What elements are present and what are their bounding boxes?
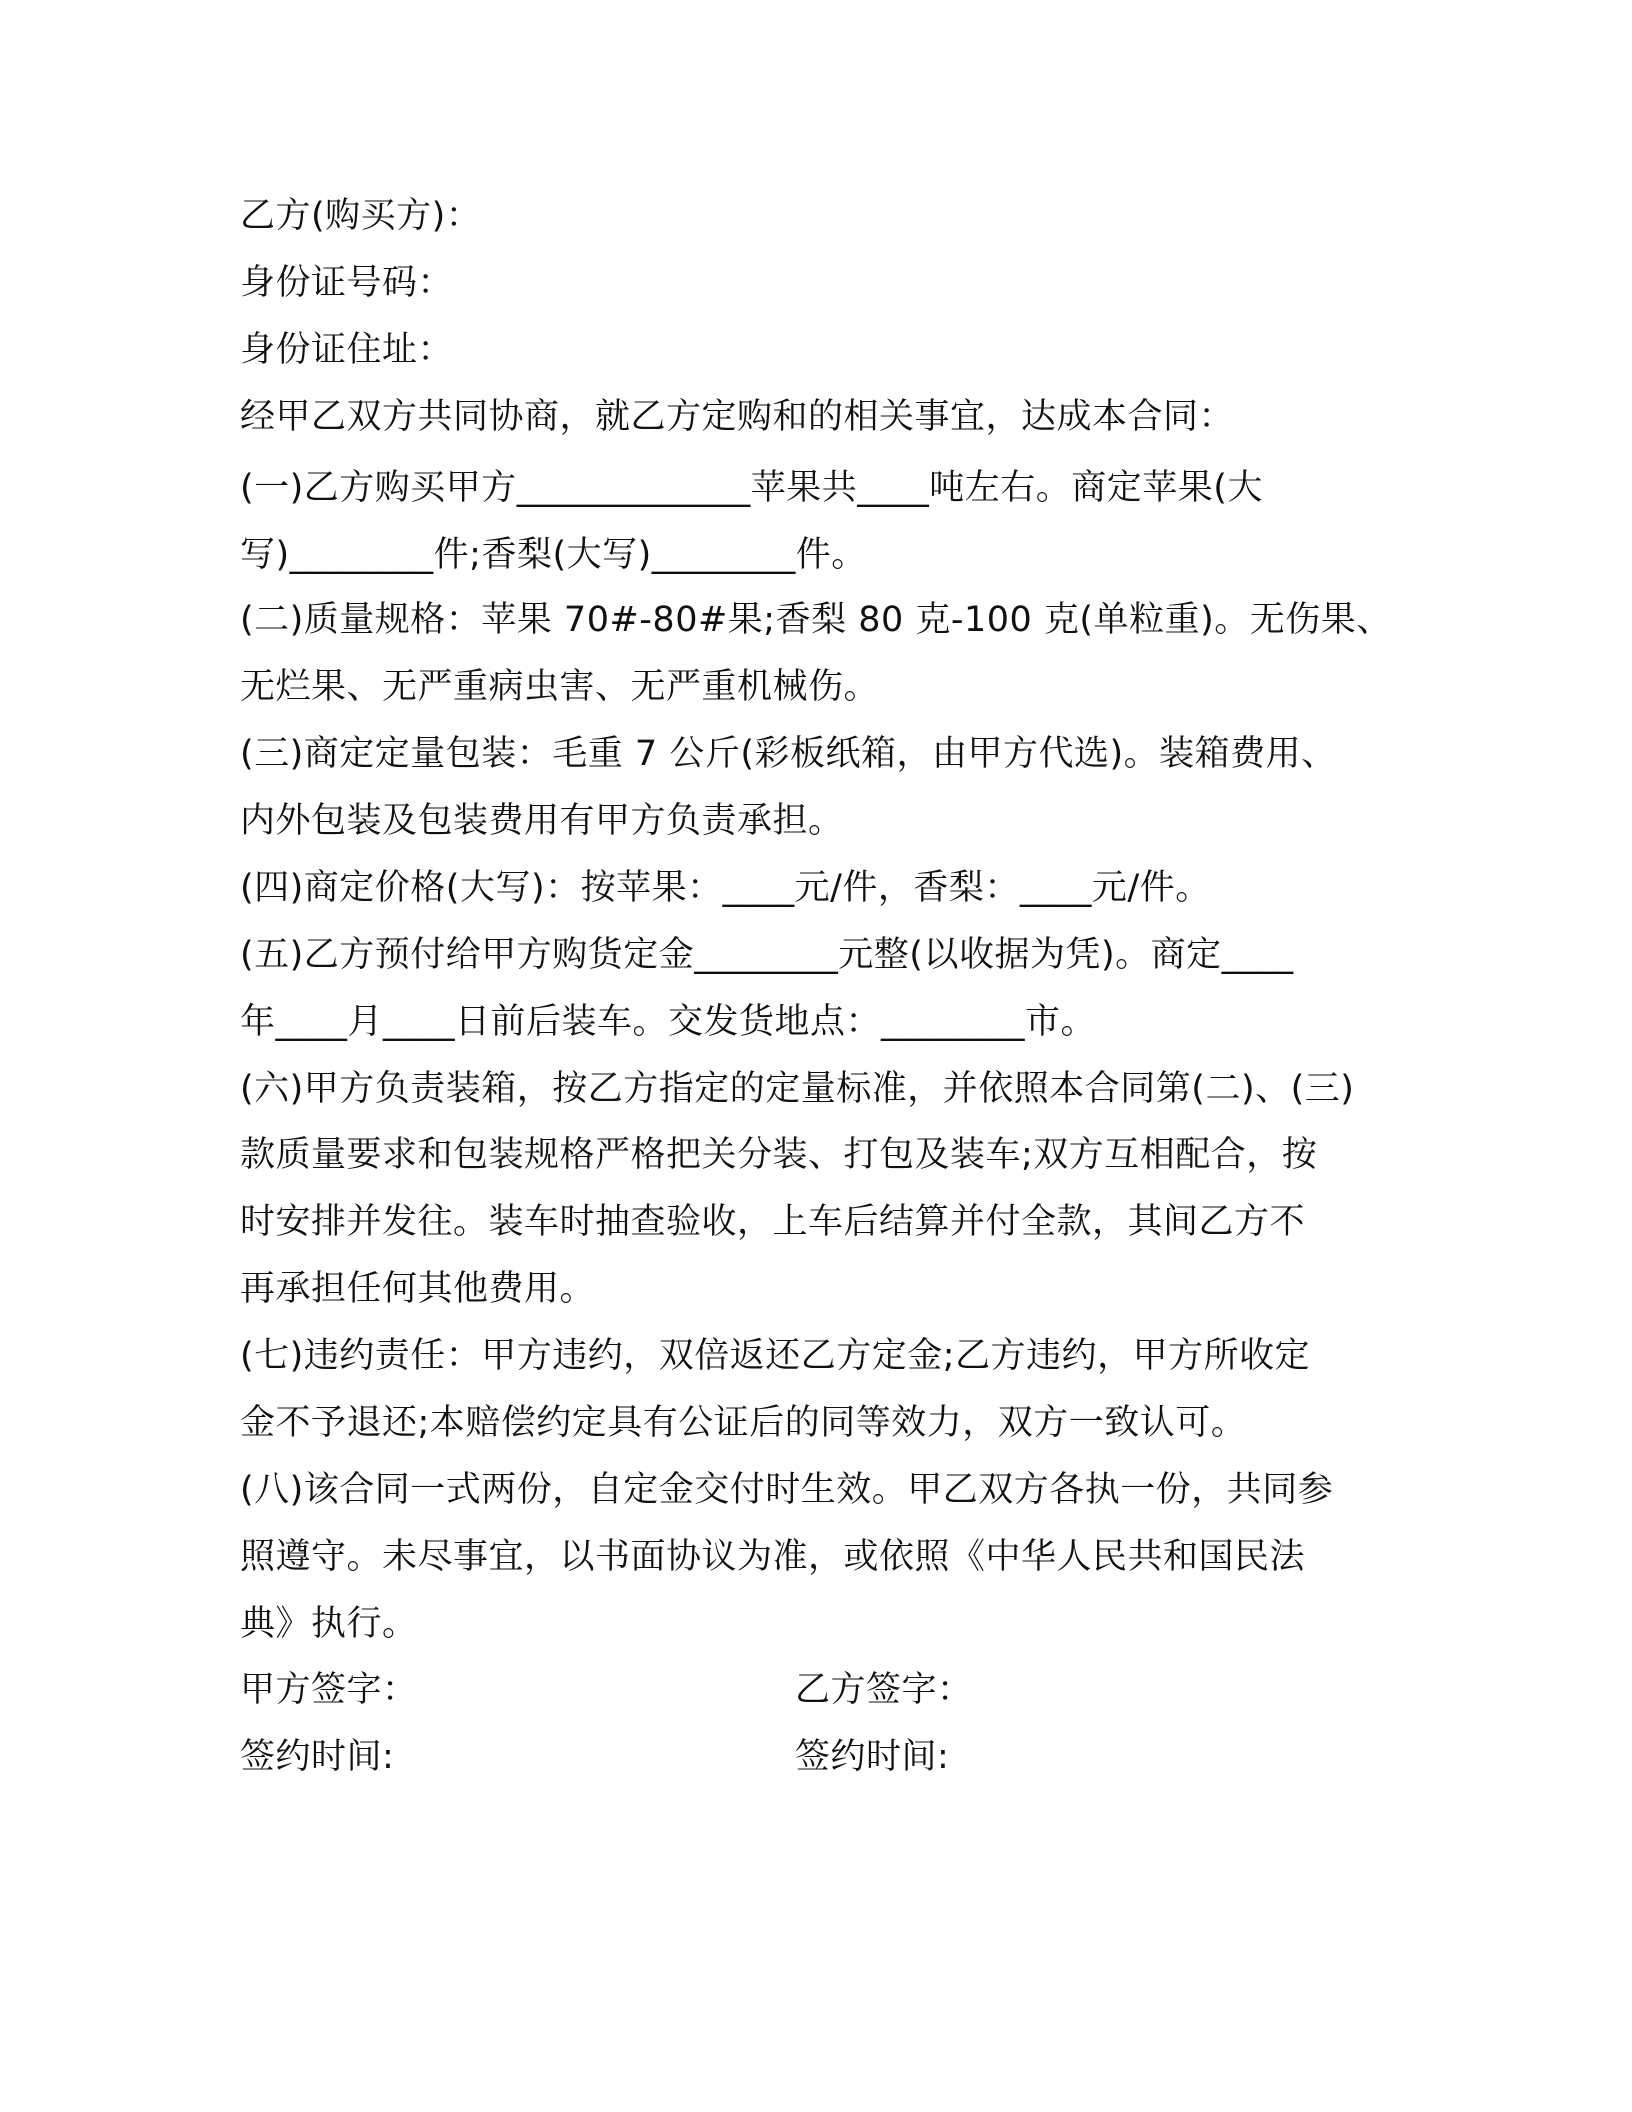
clause-2-line-1: (二)质量规格：苹果 70#-80#果;香梨 80 克-100 克(单粒重)。无伤果、 [240,600,1392,640]
clause-2-line-2: 无烂果、无严重病虫害、无严重机械伤。 [240,667,880,707]
clause-5-line-1: (五)乙方预付给甲方购货定金________元整(以收据为凭)。商定____ [240,935,1294,975]
clause-3-line-1: (三)商定定量包装：毛重 7 公斤(彩板纸箱，由甲方代选)。装箱费用、 [240,734,1337,774]
clause-8-line-1: (八)该合同一式两份，自定金交付时生效。甲乙双方各执一份，共同参 [240,1470,1334,1510]
party-a-date-label: 签约时间: [240,1737,395,1777]
clause-5-line-2: 年____月____日前后装车。交发货地点：________市。 [240,1002,1097,1042]
clause-6-line-2: 款质量要求和包装规格严格把关分装、打包及装车;双方互相配合，按 [240,1135,1318,1175]
clause-1-line-1: (一)乙方购买甲方_____________苹果共____吨左右。商定苹果(大 [240,468,1263,508]
id-address-label: 身份证住址： [240,330,454,370]
party-b-date-label: 签约时间: [795,1737,950,1777]
clause-1-line-2: 写)________件;香梨(大写)________件。 [240,535,867,575]
clause-6-line-1: (六)甲方负责装箱，按乙方指定的定量标准，并依照本合同第(二)、(三) [240,1069,1355,1109]
clause-6-line-3: 时安排并发往。装车时抽查验收，上车后结算并付全款，其间乙方不 [240,1202,1306,1242]
id-number-label: 身份证号码： [240,263,454,303]
clause-7-line-2: 金不予退还;本赔偿约定具有公证后的同等效力，双方一致认可。 [240,1403,1247,1443]
party-a-signature-label: 甲方签字： [240,1670,418,1710]
contract-intro: 经甲乙双方共同协商，就乙方定购和的相关事宜，达成本合同： [240,397,1235,437]
clause-3-line-2: 内外包装及包装费用有甲方负责承担。 [240,801,844,841]
party-b-label: 乙方(购买方)： [240,196,482,236]
clause-8-line-2: 照遵守。未尽事宜，以书面协议为准，或依照《中华人民共和国民法 [240,1537,1306,1577]
clause-7-line-1: (七)违约责任：甲方违约，双倍返还乙方定金;乙方违约，甲方所收定 [240,1336,1311,1376]
party-b-signature-label: 乙方签字： [795,1670,973,1710]
clause-6-line-4: 再承担任何其他费用。 [240,1269,596,1309]
clause-8-line-3: 典》执行。 [240,1604,418,1644]
clause-4-line-1: (四)商定价格(大写)：按苹果：____元/件，香梨：____元/件。 [240,868,1211,908]
